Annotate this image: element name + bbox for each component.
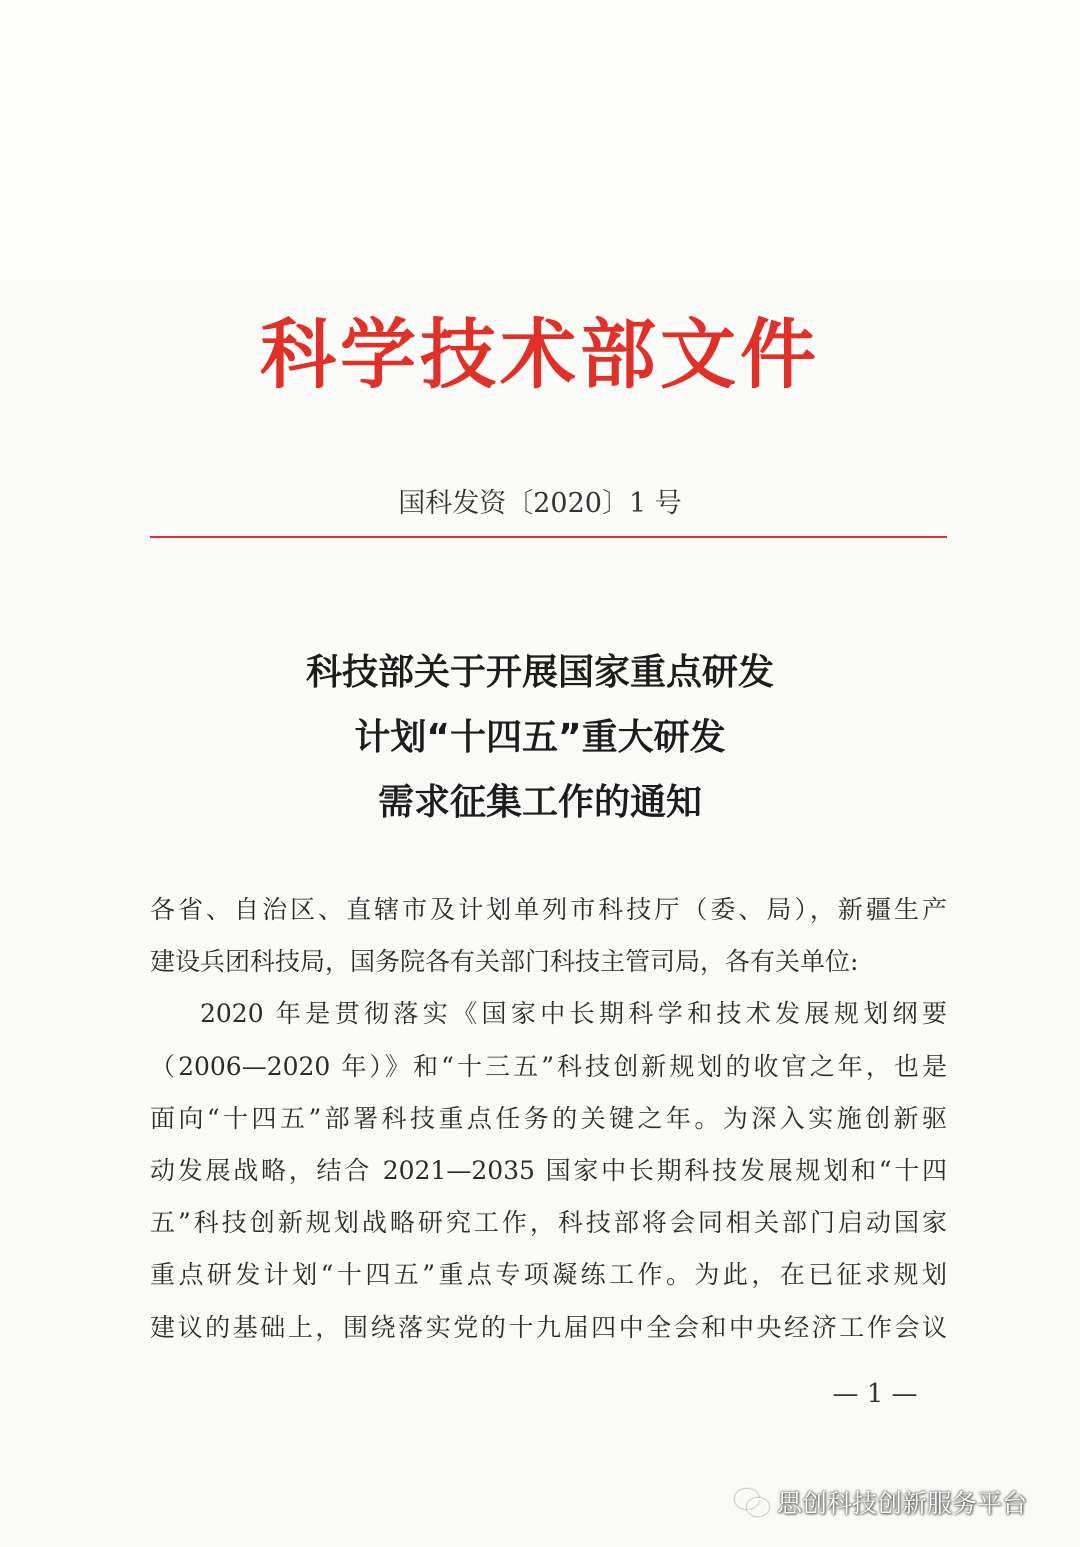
body-line: 动发展战略，结合 2021—2035 国家中长期科技发展规划和“十四 [150,1155,947,1185]
page-number: — 1 — [832,1379,918,1409]
notice-title-line: 科技部关于开展国家重点研发 [305,652,774,693]
notice-title-line: 需求征集工作的通知 [377,782,702,823]
document-header-title: 科学技术部文件 [260,310,820,399]
body-line: 重点研发计划“十四五”重点专项凝练工作。为此，在已征求规划 [150,1260,947,1290]
body-line: 五”科技创新规划战略研究工作，科技部将会同相关部门启动国家 [150,1208,947,1238]
body-line: （2006—2020 年）》和“十三五”科技创新规划的收官之年，也是 [150,1051,947,1081]
red-divider-rule [150,536,947,538]
notice-body [150,884,947,1354]
notice-title-line: 计划“十四五”重大研发 [354,717,726,758]
watermark-text: 思创科技创新服务平台 [777,1489,1028,1518]
body-line: 建设兵团科技局，国务院各有关部门科技主管司局，各有关单位: [150,947,859,977]
notice-title [0,640,1080,835]
body-line: 2020 年是贯彻落实《国家中长期科学和技术发展规划纲要 [200,999,947,1029]
watermark [735,1480,1027,1524]
wechat-icon [735,1487,769,1517]
body-line: 各省、自治区、直辖市及计划单列市科技厅（委、局），新疆生产 [150,895,947,924]
body-line: 面向“十四五”部署科技重点任务的关键之年。为深入实施创新驱 [150,1103,947,1133]
document-number: 国科发资〔2020〕1 号 [398,488,682,519]
body-line: 建议的基础上，围绕落实党的十九届四中全会和中央经济工作会议 [150,1312,947,1342]
